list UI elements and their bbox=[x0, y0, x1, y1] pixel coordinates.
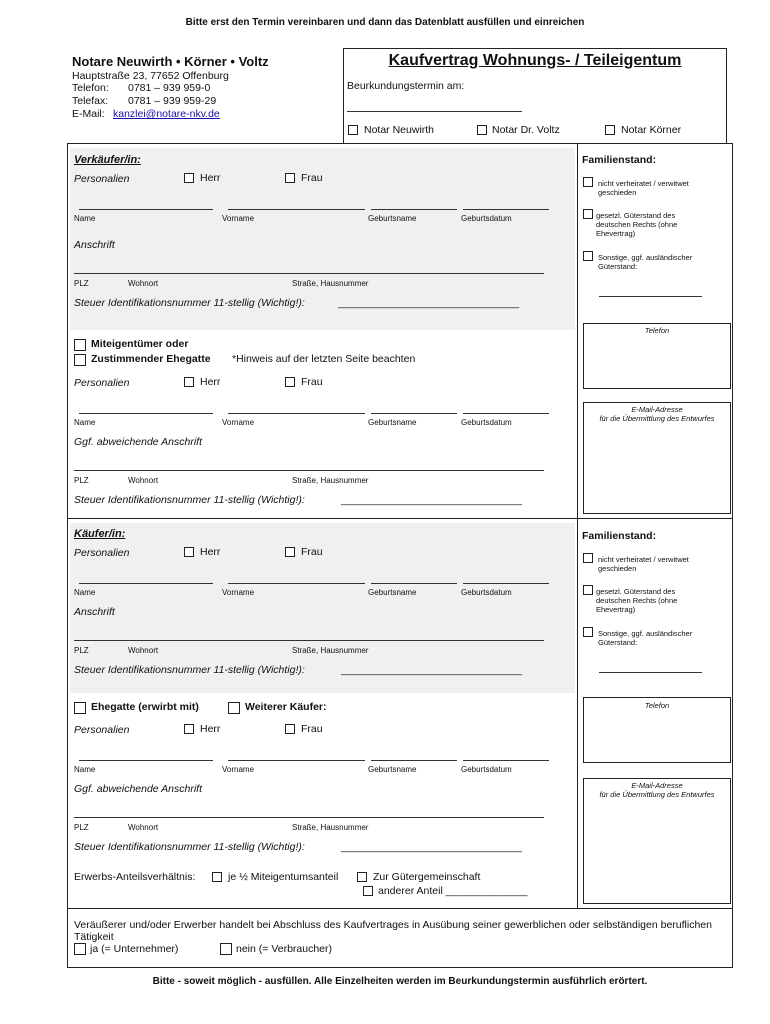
consenting-spouse-checkbox[interactable] bbox=[74, 354, 86, 366]
share-other-checkbox[interactable] bbox=[363, 886, 373, 896]
co-name-label: Name bbox=[74, 418, 96, 427]
buyer-vorname-label: Vorname bbox=[222, 588, 255, 597]
co-strasse-label: Straße, Hausnummer bbox=[292, 476, 369, 485]
spouse-buyer-label: Ehegatte (erwirbt mit) bbox=[91, 701, 199, 713]
b2-geburtsdatum-field[interactable] bbox=[463, 760, 549, 761]
commercial-no-checkbox[interactable] bbox=[220, 943, 232, 955]
co-geburtsname-label: Geburtsname bbox=[368, 418, 417, 427]
buyer-fs-sonstige-label: Sonstige, ggf. ausländischer Güterstand: bbox=[598, 629, 693, 647]
seller-telefon-label: Telefon bbox=[644, 326, 670, 335]
b2-geburtsname-label: Geburtsname bbox=[368, 765, 417, 774]
co-name-field[interactable] bbox=[79, 413, 213, 414]
buyer-steuer-field[interactable]: _______________________________ bbox=[341, 664, 523, 676]
b2-herr-checkbox[interactable] bbox=[184, 724, 194, 734]
buyer-geburtsname-label: Geburtsname bbox=[368, 588, 417, 597]
office-fax-label: Telefax: bbox=[72, 95, 109, 107]
buyer-familienstand-label: Familienstand: bbox=[582, 530, 657, 542]
seller-steuer-field[interactable]: _______________________________ bbox=[338, 297, 520, 309]
office-phone-label: Telefon: bbox=[72, 82, 109, 94]
b2-herr-label: Herr bbox=[200, 723, 221, 735]
buyer-anschrift-field[interactable] bbox=[74, 640, 544, 641]
buyer-geburtsdatum-field[interactable] bbox=[463, 583, 549, 584]
b2-name-field[interactable] bbox=[79, 760, 213, 761]
co-anschrift-label: Ggf. abweichende Anschrift bbox=[74, 436, 203, 448]
seller-name-field[interactable] bbox=[79, 209, 213, 210]
spouse-buyer-checkbox[interactable] bbox=[74, 702, 86, 714]
buyer-geburtsname-field[interactable] bbox=[371, 583, 457, 584]
co-herr-label: Herr bbox=[200, 376, 221, 388]
buyer-strasse-label: Straße, Hausnummer bbox=[292, 646, 369, 655]
buyer-fs-sonstige-field[interactable] bbox=[599, 672, 702, 673]
buyer-anschrift-label: Anschrift bbox=[74, 606, 115, 618]
buyer-email-label: E-Mail-Adresse bbox=[631, 781, 683, 790]
seller-heading: Verkäufer/in: bbox=[74, 154, 141, 166]
b2-frau-checkbox[interactable] bbox=[285, 724, 295, 734]
b2-steuer-field[interactable]: _______________________________ bbox=[341, 841, 523, 853]
appointment-label: Beurkundungstermin am: bbox=[347, 80, 465, 92]
co-owner-checkbox[interactable] bbox=[74, 339, 86, 351]
co-geburtsdatum-field[interactable] bbox=[463, 413, 549, 414]
b2-wohnort-label: Wohnort bbox=[128, 823, 159, 832]
co-geburtsname-field[interactable] bbox=[371, 413, 457, 414]
co-frau-label: Frau bbox=[301, 376, 323, 388]
seller-wohnort-label: Wohnort bbox=[128, 279, 159, 288]
b2-vorname-field[interactable] bbox=[228, 760, 365, 761]
seller-email-label: E-Mail-Adresse bbox=[631, 405, 683, 414]
buyer-email-note: für die Übermittlung des Entwurfes bbox=[599, 790, 715, 799]
b2-plz-label: PLZ bbox=[74, 823, 89, 832]
buyer-vorname-field[interactable] bbox=[228, 583, 365, 584]
seller-geburtsname-label: Geburtsname bbox=[368, 214, 417, 223]
co-vorname-label: Vorname bbox=[222, 418, 255, 427]
co-vorname-field[interactable] bbox=[228, 413, 365, 414]
buyer-heading: Käufer/in: bbox=[74, 528, 126, 540]
seller-personalien: Personalien bbox=[74, 173, 130, 185]
commercial-divider bbox=[67, 908, 733, 909]
seller-herr-checkbox[interactable] bbox=[184, 173, 194, 183]
notary-koerner-label: Notar Körner bbox=[621, 124, 682, 136]
further-buyer-checkbox[interactable] bbox=[228, 702, 240, 714]
seller-fs-ledig-checkbox[interactable] bbox=[583, 177, 593, 187]
buyer-name-label: Name bbox=[74, 588, 96, 597]
seller-fs-sonstige-label: Sonstige, ggf. ausländischer Güterstand: bbox=[598, 253, 693, 271]
office-email-link[interactable]: kanzlei@notare-nkv.de bbox=[113, 108, 220, 120]
seller-divider bbox=[577, 143, 578, 518]
appointment-line[interactable] bbox=[347, 111, 522, 112]
consenting-spouse-label: Zustimmender Ehegatte bbox=[91, 353, 211, 365]
buyer-divider bbox=[577, 518, 578, 908]
co-plz-label: PLZ bbox=[74, 476, 89, 485]
co-herr-checkbox[interactable] bbox=[184, 377, 194, 387]
seller-geburtsdatum-field[interactable] bbox=[463, 209, 549, 210]
b2-name-label: Name bbox=[74, 765, 96, 774]
notary-voltz-label: Notar Dr. Voltz bbox=[492, 124, 560, 136]
buyer-fs-gesetzl-label: gesetzl. Güterstand des deutschen Rechts (ohne Ehevertrag) bbox=[596, 587, 678, 614]
seller-strasse-label: Straße, Hausnummer bbox=[292, 279, 369, 288]
seller-vorname-field[interactable] bbox=[228, 209, 365, 210]
buyer-plz-label: PLZ bbox=[74, 646, 89, 655]
b2-frau-label: Frau bbox=[301, 723, 323, 735]
office-name: Notare Neuwirth • Körner • Voltz bbox=[72, 54, 269, 69]
share-other-label: anderer Anteil ______________ bbox=[378, 885, 528, 897]
seller-geburtsdatum-label: Geburtsdatum bbox=[461, 214, 512, 223]
further-buyer-label: Weiterer Käufer: bbox=[245, 701, 327, 713]
seller-fs-sonstige-field[interactable] bbox=[599, 296, 702, 297]
notary-voltz-checkbox[interactable] bbox=[477, 125, 487, 135]
b2-strasse-label: Straße, Hausnummer bbox=[292, 823, 369, 832]
seller-email-note: für die Übermittlung des Entwurfes bbox=[599, 414, 715, 423]
buyer-telefon-label: Telefon bbox=[644, 701, 670, 710]
buyer-fs-ledig-label: nicht verheiratet / verwitwet geschieden bbox=[598, 555, 689, 573]
commercial-no-label: nein (= Verbraucher) bbox=[236, 943, 333, 955]
b2-anschrift-label: Ggf. abweichende Anschrift bbox=[74, 783, 203, 795]
seller-vorname-label: Vorname bbox=[222, 214, 255, 223]
commercial-question: Veräußerer und/oder Erwerber handelt bei Abschluss des Kaufvertrages in Ausübung seiner gewerblichen oder selbständigen beruflichen Tätigkeit bbox=[74, 919, 712, 943]
seller-fs-gesetzl-label: gesetzl. Güterstand des deutschen Rechts (ohne Ehevertrag) bbox=[596, 211, 678, 238]
office-phone: 0781 – 939 959-0 bbox=[128, 82, 211, 94]
office-email-label: E-Mail: bbox=[72, 108, 105, 120]
notary-koerner-checkbox[interactable] bbox=[605, 125, 615, 135]
seller-fs-ledig-label: nicht verheiratet / verwitwet geschieden bbox=[598, 179, 689, 197]
b2-geburtsname-field[interactable] bbox=[371, 760, 457, 761]
buyer-fs-sonstige-checkbox[interactable] bbox=[583, 627, 593, 637]
share-community-checkbox[interactable] bbox=[357, 872, 367, 882]
share-label: Erwerbs-Anteilsverhältnis: bbox=[74, 871, 196, 883]
buyer-fs-ledig-checkbox[interactable] bbox=[583, 553, 593, 563]
seller-frau-checkbox[interactable] bbox=[285, 173, 295, 183]
seller-name-label: Name bbox=[74, 214, 96, 223]
seller-plz-label: PLZ bbox=[74, 279, 89, 288]
hint-text: *Hinweis auf der letzten Seite beachten bbox=[232, 353, 416, 365]
buyer-fs-gesetzl-checkbox[interactable] bbox=[583, 585, 593, 595]
b2-steuer-label: Steuer Identifikationsnummer 11-stellig (Wichtig!): bbox=[74, 841, 305, 853]
seller-geburtsname-field[interactable] bbox=[371, 209, 457, 210]
buyer-personalien: Personalien bbox=[74, 547, 130, 559]
b2-anschrift-field[interactable] bbox=[74, 817, 544, 818]
buyer-name-field[interactable] bbox=[79, 583, 213, 584]
form-title: Kaufvertrag Wohnungs- / Teileigentum bbox=[388, 52, 682, 69]
notary-neuwirth-label: Notar Neuwirth bbox=[364, 124, 435, 136]
co-steuer-label: Steuer Identifikationsnummer 11-stellig (Wichtig!): bbox=[74, 494, 305, 506]
co-frau-checkbox[interactable] bbox=[285, 377, 295, 387]
co-steuer-field[interactable]: _______________________________ bbox=[341, 494, 523, 506]
seller-anschrift-field[interactable] bbox=[74, 273, 544, 274]
commercial-yes-checkbox[interactable] bbox=[74, 943, 86, 955]
seller-fs-gesetzl-checkbox[interactable] bbox=[583, 209, 593, 219]
office-fax: 0781 – 939 959-29 bbox=[128, 95, 217, 107]
seller-anschrift-label: Anschrift bbox=[74, 239, 115, 251]
b2-vorname-label: Vorname bbox=[222, 765, 255, 774]
buyer-herr-label: Herr bbox=[200, 546, 221, 558]
co-personalien: Personalien bbox=[74, 377, 130, 389]
buyer-frau-checkbox[interactable] bbox=[285, 547, 295, 557]
seller-familienstand-label: Familienstand: bbox=[582, 154, 657, 166]
seller-herr-label: Herr bbox=[200, 172, 221, 184]
buyer-wohnort-label: Wohnort bbox=[128, 646, 159, 655]
share-half-label: je ½ Miteigentumsanteil bbox=[228, 871, 339, 883]
co-geburtsdatum-label: Geburtsdatum bbox=[461, 418, 512, 427]
commercial-yes-label: ja (= Unternehmer) bbox=[90, 943, 179, 955]
office-address: Hauptstraße 23, 77652 Offenburg bbox=[72, 70, 229, 82]
notary-neuwirth-checkbox[interactable] bbox=[348, 125, 358, 135]
buyer-geburtsdatum-label: Geburtsdatum bbox=[461, 588, 512, 597]
co-owner-label: Miteigentümer oder bbox=[91, 338, 189, 350]
seller-fs-sonstige-checkbox[interactable] bbox=[583, 251, 593, 261]
b2-geburtsdatum-label: Geburtsdatum bbox=[461, 765, 512, 774]
share-community-label: Zur Gütergemeinschaft bbox=[373, 871, 481, 883]
buyer-herr-checkbox[interactable] bbox=[184, 547, 194, 557]
seller-frau-label: Frau bbox=[301, 172, 323, 184]
co-wohnort-label: Wohnort bbox=[128, 476, 159, 485]
seller-steuer-label: Steuer Identifikationsnummer 11-stellig (Wichtig!): bbox=[74, 297, 305, 309]
footer-note: Bitte - soweit möglich - ausfüllen. Alle Einzelheiten werden im Beurkundungstermin ausführlich erörtert. bbox=[152, 976, 648, 987]
co-anschrift-field[interactable] bbox=[74, 470, 544, 471]
buyer-frau-label: Frau bbox=[301, 546, 323, 558]
buyer-steuer-label: Steuer Identifikationsnummer 11-stellig (Wichtig!): bbox=[74, 664, 305, 676]
b2-personalien: Personalien bbox=[74, 724, 130, 736]
share-half-checkbox[interactable] bbox=[212, 872, 222, 882]
section-divider bbox=[67, 518, 733, 519]
top-notice: Bitte erst den Termin vereinbaren und dann das Datenblatt ausfüllen und einreichen bbox=[185, 17, 585, 28]
